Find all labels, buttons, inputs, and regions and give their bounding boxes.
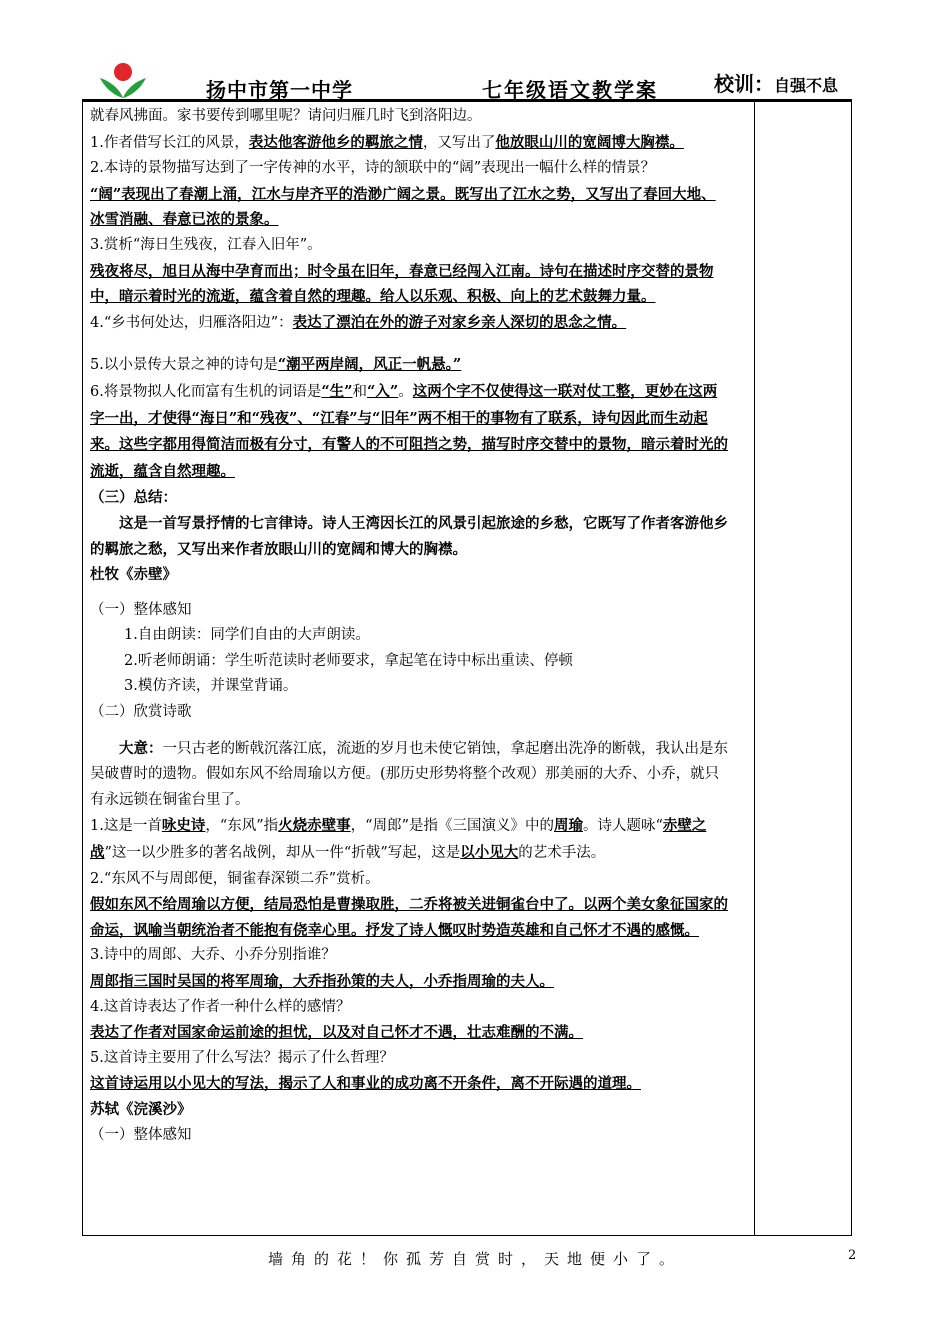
question-3: 3.赏析“海日生残夜，江春入旧年”。 <box>90 236 322 253</box>
answer-chibi-5: 这首诗运用以小见大的写法，揭示了人和事业的成功离不开条件，离不开际遇的道理。 <box>90 1075 641 1093</box>
section-heading: （一）整体感知 <box>90 601 192 618</box>
answer-2: “阔”表现出了春潮上涌，江水与岸齐平的浩渺广阔之景。既写出了江水之势，又写出了春回大地、冰雪消融、春意已浓的景象。 <box>90 185 716 229</box>
answer-chibi-4: 表达了作者对国家命运前途的担忧，以及对自己怀才不遇，壮志难酬的不满。 <box>90 1024 583 1042</box>
summary-heading: （三）总结： <box>90 489 177 507</box>
school-motto: 校训：自强不息 <box>714 72 839 96</box>
footer-quote: 墙角的花！你孤芳自赏时，天地便小了。 <box>267 1250 682 1268</box>
answer-chibi-2: 假如东风不给周瑜以方便，结局恐怕是曹操取胜，二乔将被关进铜雀台中了。以两个美女象征国家的命运，讽喻当朝统治者不能抱有侥幸心里。抒发了诗人慨叹时势造英雄和自己怀才不遇的感慨。 <box>90 896 728 939</box>
list-item: 3.模仿齐读，并课堂背诵。 <box>124 678 298 695</box>
question-chibi-3: 3.诗中的周郎、大乔、小乔分别指谁？ <box>90 947 336 964</box>
summary-text: 这是一首写景抒情的七言律诗。诗人王湾因长江的风景引起旅途的乡愁，它既写了作者客游他乡的羁旅之愁，又写出来作者放眼山川的宽阔和博大的胸襟。 <box>90 514 728 558</box>
question-chibi-5: 5.这首诗主要用了什么写法？揭示了什么哲理？ <box>90 1049 394 1066</box>
question-2: 2.本诗的景物描写达到了一字传神的水平，诗的颔联中的“阔”表现出一幅什么样的情景？ <box>90 160 656 177</box>
list-item: 2.听老师朗诵：学生听范读时老师要求，拿起笔在诗中标出重读、停顿 <box>124 652 573 669</box>
answer-3: 残夜将尽，旭日从海中孕育而出；时令虽在旧年，春意已经闯入江南。诗句在描述时序交替的景物中，暗示着时光的流逝，蕴含着自然的理趣。给人以乐观、积极、向上的艺术鼓舞力量。 <box>90 262 714 306</box>
page-header <box>82 52 842 104</box>
lesson-content <box>90 104 730 1148</box>
column-divider <box>754 100 755 1236</box>
poem-meaning: 大意：一只古老的断戟沉落江底，流逝的岁月也未使它销蚀，拿起磨出洗净的断戟，我认出是东吴破曹时的遗物。假如东风不给周瑜以方便。(那历史形势将整个改观）那美丽的大乔、小乔，就只有永远锁在铜雀台里了。 <box>90 739 728 808</box>
question-chibi-2: 2.“东风不与周郎便，铜雀春深锁二乔”赏析。 <box>90 870 380 887</box>
question-5: 5.以小景传大景之神的诗句是“潮平两岸阔，风正一帆悬。” <box>90 356 462 374</box>
school-name: 扬中市第一中学 <box>206 78 353 102</box>
question-6: 6.将景物拟人化而富有生机的词语是“生”和“入”。这两个字不仅使得这一联对仗工整，更妙在这两字一出，才使得“海日”和“残夜”、“江春”与“旧年”两不相干的事物有了联系，诗句因此而生动起来。这些字都用得简洁而极有分寸，有警人的不可阻挡之势，描写时序交替中的景物，暗示着时光的流逝，蕴含自然理趣。 <box>90 382 728 480</box>
poem-title-huanxisha: 苏轼《浣溪沙》 <box>90 1100 192 1118</box>
school-logo-icon <box>96 60 150 100</box>
section-heading: （二）欣赏诗歌 <box>90 704 192 721</box>
text-line: 就春风拂面。家书要传到哪里呢？请问归雁几时飞到洛阳边。 <box>90 108 482 124</box>
question-1: 1.作者借写长江的风景，表达他客游他乡的羁旅之情，又写出了他放眼山川的宽阔博大胸襟。 <box>90 133 684 151</box>
section-heading: （一）整体感知 <box>90 1126 192 1143</box>
page-number: 2 <box>848 1248 857 1263</box>
question-chibi-1: 1.这是一首咏史诗，“东风”指火烧赤壁事，“周郎”是指《三国演义》中的周瑜。诗人题咏“赤壁之战”这一以少胜多的著名战例，却从一件“折戟”写起，这是以小见大的艺术手法。 <box>90 817 707 862</box>
question-chibi-4: 4.这首诗表达了作者一种什么样的感情？ <box>90 998 351 1015</box>
document-title: 七年级语文教学案 <box>482 78 658 102</box>
question-4: 4.“乡书何处达，归雁洛阳边”：表达了漂泊在外的游子对家乡亲人深切的思念之情。 <box>90 313 627 331</box>
poem-title-chibi: 杜牧《赤壁》 <box>90 566 177 584</box>
answer-chibi-3: 周郎指三国时吴国的将军周瑜，大乔指孙策的夫人，小乔指周瑜的夫人。 <box>90 973 554 990</box>
list-item: 1.自由朗读：同学们自由的大声朗读。 <box>124 627 370 644</box>
